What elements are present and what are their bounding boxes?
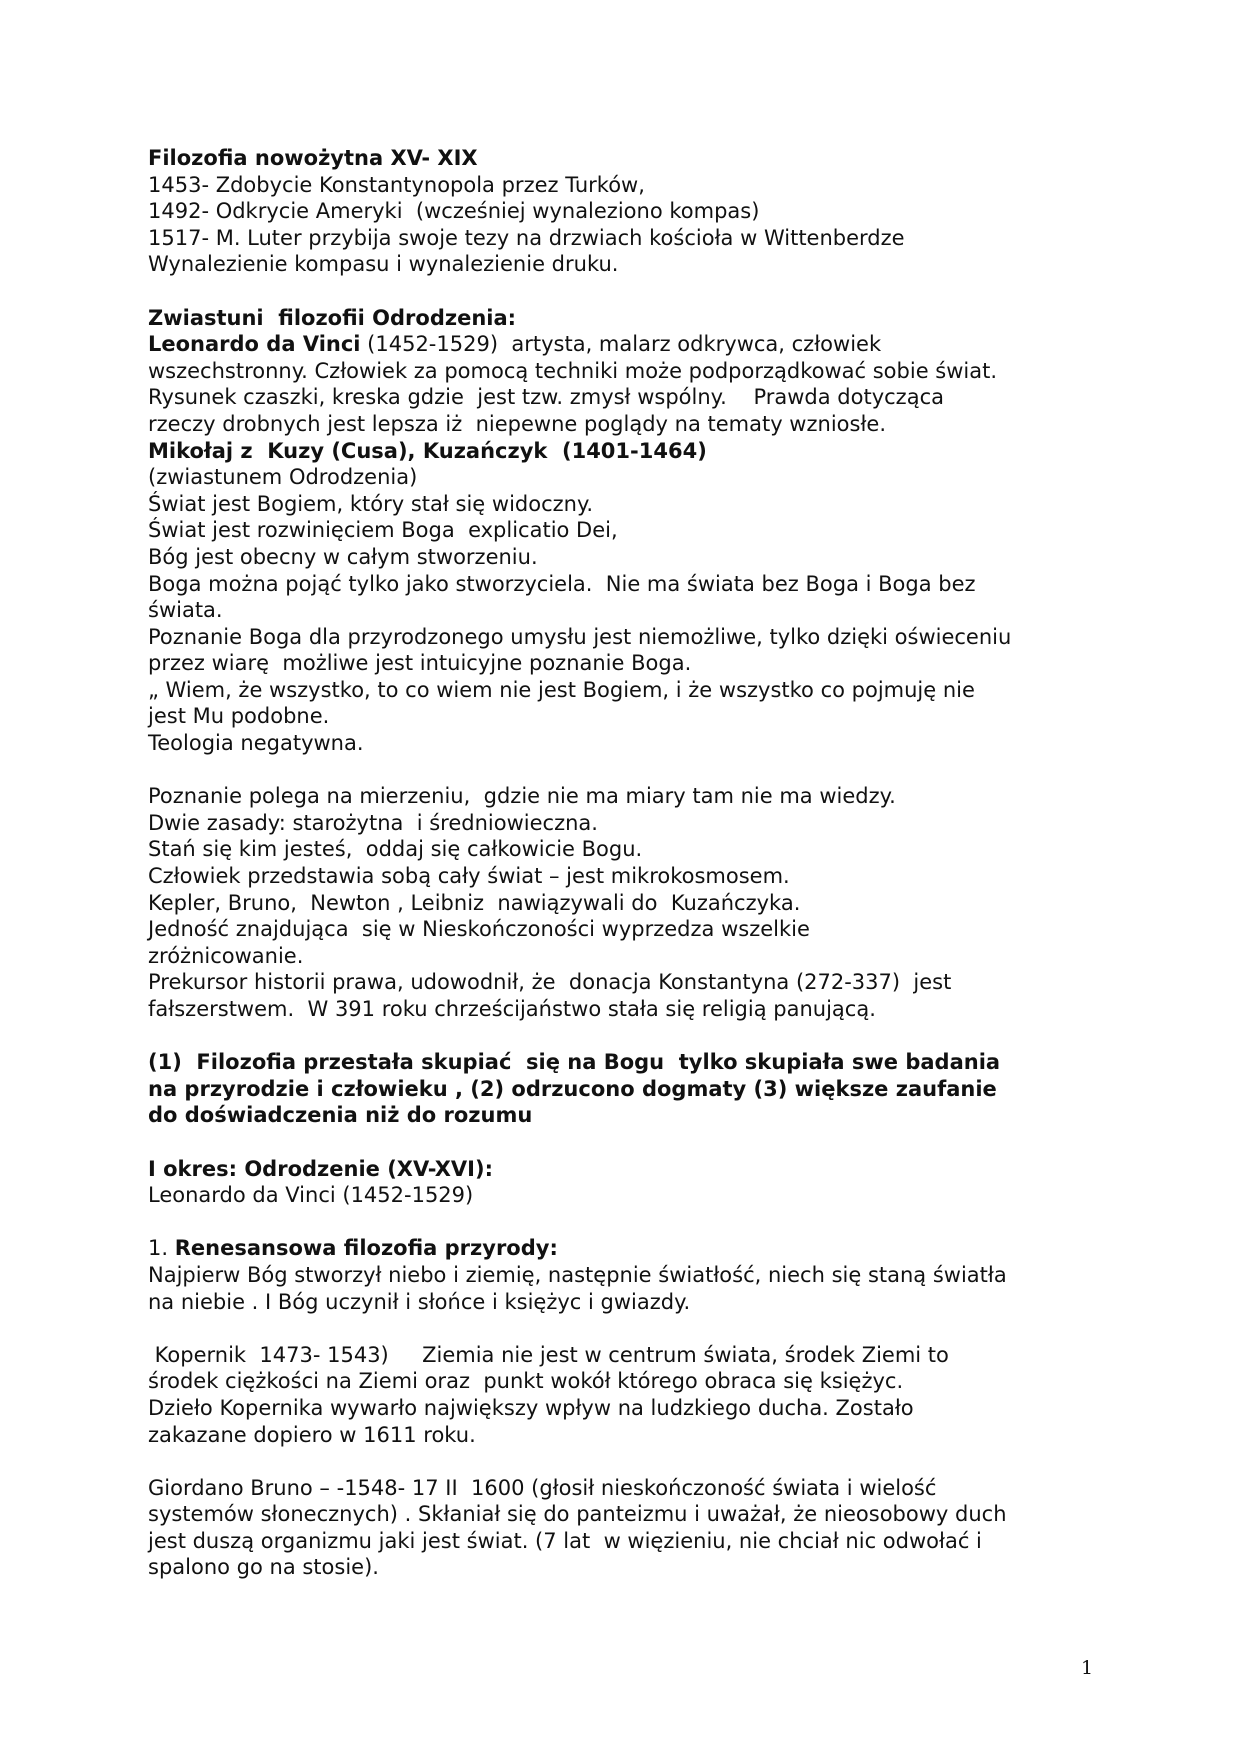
document-title: Filozofia nowożytna XV- XIX (148, 146, 478, 170)
text-line: Kepler, Bruno, Newton , Leibniz nawiązywali do Kuzańczyka. (148, 890, 801, 915)
text-line: rzeczy drobnych jest lepsza iż niepewne poglądy na tematy wzniosłe. (148, 411, 887, 436)
text-line: Stań się kim jesteś, oddaj się całkowicie Bogu. (148, 837, 643, 862)
text-line: jest Mu podobne. (148, 704, 330, 729)
text-line: Jedność znajdująca się w Nieskończoności wyprzedza wszelkie (148, 917, 810, 942)
section-heading-zwiastuni: Zwiastuni filozofii Odrodzenia: (148, 305, 517, 330)
text-line: zakazane dopiero w 1611 roku. (148, 1422, 476, 1447)
text-line: 1517- M. Luter przybija swoje tezy na drzwiach kościoła w Wittenberdze (148, 225, 905, 250)
summary-line: na przyrodzie i człowieku , (2) odrzucono dogmaty (3) większe zaufanie (148, 1076, 997, 1101)
text-line: Człowiek przedstawia sobą cały świat – jest mikrokosmosem. (148, 864, 790, 889)
text-line: przez wiarę możliwe jest intuicyjne poznanie Boga. (148, 651, 692, 676)
leonardo-dates: (1452-1529) artysta, malarz odkrywca, człowiek (360, 332, 882, 357)
text-line: Dwie zasady: starożytna i średniowieczna. (148, 810, 598, 835)
leonardo-name: Leonardo da Vinci (148, 332, 361, 357)
subsection-number: 1. (148, 1236, 175, 1261)
text-line: Prekursor historii prawa, udowodnił, że donacja Konstantyna (272-337) jest (148, 970, 952, 995)
text-line: jest duszą organizmu jaki jest świat. (7 lat w więzieniu, nie chciał nic odwołać i (148, 1528, 982, 1553)
text-line: Bóg jest obecny w całym stworzeniu. (148, 544, 538, 569)
text-line: 1453- Zdobycie Konstantynopola przez Turków, (148, 172, 645, 197)
summary-line: (1) Filozofia przestała skupiać się na Bogu tylko skupiała swe badania (148, 1050, 1001, 1075)
text-line: Dzieło Kopernika wywarło największy wpływ na ludzkiego ducha. Zostało (148, 1395, 914, 1420)
text-line: (zwiastunem Odrodzenia) (148, 465, 418, 490)
document-body (148, 145, 1148, 1581)
text-line: zróżnicowanie. (148, 943, 304, 968)
text-line: na niebie . I Bóg uczynił i słońce i księżyc i gwiazdy. (148, 1289, 691, 1314)
subsection-title: Renesansowa filozofia przyrody: (174, 1236, 558, 1261)
text-line: Leonardo da Vinci (1452-1529) (148, 1183, 474, 1208)
text-line: Świat jest rozwinięciem Boga explicatio Dei, (148, 518, 618, 543)
summary-line: do doświadczenia niż do rozumu (148, 1103, 533, 1128)
text-line: Wynalezienie kompasu i wynalezienie druku. (148, 252, 619, 277)
text-line: Boga można pojąć tylko jako stworzyciela. Nie ma świata bez Boga i Boga bez (148, 571, 976, 596)
text-line: Poznanie polega na mierzeniu, gdzie nie ma miary tam nie ma wiedzy. (148, 784, 896, 809)
section-heading-okres: I okres: Odrodzenie (XV-XVI): (148, 1156, 493, 1181)
page-number: 1 (1081, 1657, 1094, 1679)
text-line: Kopernik 1473- 1543) Ziemia nie jest w centrum świata, środek Ziemi to (148, 1342, 949, 1367)
text-line: wszechstronny. Człowiek za pomocą techniki może podporządkować sobie świat. (148, 358, 998, 383)
text-line: systemów słonecznych) . Skłaniał się do panteizmu i uważał, że nieosobowy duch (148, 1502, 1007, 1527)
subsection-heading-renesans (148, 1235, 1148, 1262)
text-line: środek ciężkości na Ziemi oraz punkt wokół którego obraca się księżyc. (148, 1369, 904, 1394)
leonardo-paragraph-start (148, 331, 1148, 358)
text-line: Poznanie Boga dla przyrodzonego umysłu jest niemożliwe, tylko dzięki oświeceniu (148, 624, 1012, 649)
text-line: fałszerstwem. W 391 roku chrześcijaństwo stała się religią panującą. (148, 997, 876, 1021)
section-heading-kuzanczyk: Mikołaj z Kuzy (Cusa), Kuzańczyk (1401-1464) (148, 438, 707, 463)
text-line: Najpierw Bóg stworzył niebo i ziemię, następnie światłość, niech się staną światła (148, 1262, 1007, 1287)
text-line: Teologia negatywna. (148, 731, 364, 756)
text-line: Giordano Bruno – -1548- 17 II 1600 (głosił nieskończoność świata i wielość (148, 1475, 937, 1500)
text-line: 1492- Odkrycie Ameryki (wcześniej wynaleziono kompas) (148, 199, 760, 224)
text-line: Rysunek czaszki, kreska gdzie jest tzw. zmysł wspólny. Prawda dotycząca (148, 385, 944, 410)
text-line: spalono go na stosie). (148, 1555, 379, 1580)
text-line: świata. (148, 598, 223, 623)
text-line: Świat jest Bogiem, który stał się widoczny. (148, 491, 594, 516)
text-line: „ Wiem, że wszystko, to co wiem nie jest Bogiem, i że wszystko co pojmuję nie (148, 677, 975, 702)
